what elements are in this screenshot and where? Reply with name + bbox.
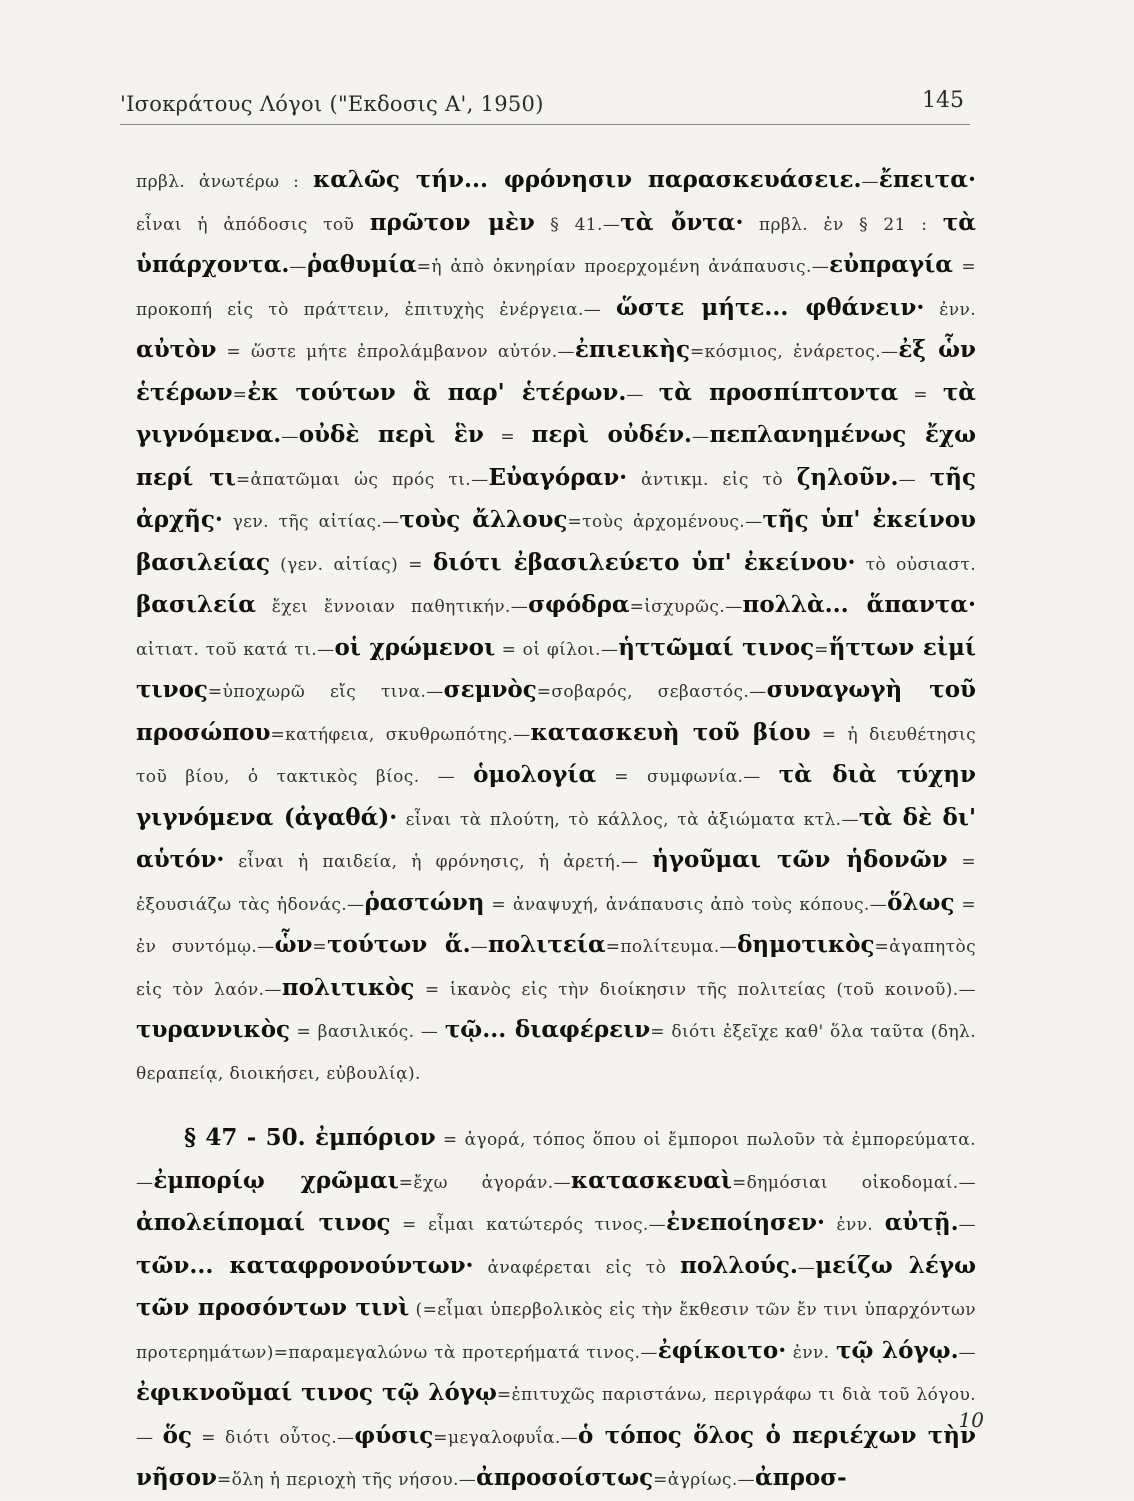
running-head [120, 88, 970, 122]
gloss: — [861, 172, 879, 192]
lemma: πολιτικὸς [281, 973, 415, 1001]
gloss: ἀντικμ. εἰς τὸ [627, 469, 797, 490]
lemma: αὐτὸν [136, 336, 217, 363]
gloss: = διότι ἐξεῖχε καθ' ὅλα ταῦτα (δηλ. θεραπείᾳ, διοικήσει, εὐβουλίᾳ). [136, 1022, 977, 1084]
lemma: πεπλανημένως ἔχω περί τι [136, 421, 976, 491]
commentary-paragraph-1 [136, 160, 976, 1094]
lemma: ὁμολογία [473, 761, 597, 788]
gloss: αἰτιατ. τοῦ κατά τι.— [136, 639, 335, 660]
gloss: εἶναι τὰ πλούτη, τὸ κάλλος, τὰ ἀξιώματα κτλ.— [397, 809, 859, 830]
gloss: =ἡ ἀπὸ ὀκνηρίαν προερχομένη ἀνάπαυσις.— [416, 257, 830, 277]
gloss: πρβλ. ἐν § 21 : [743, 214, 943, 235]
gloss: ἐνν. [824, 1215, 885, 1235]
gloss: = διότι οὗτος.— [191, 1427, 355, 1448]
page-number: 145 [922, 88, 964, 113]
gloss: — [692, 427, 710, 447]
gloss: — [626, 384, 659, 405]
gloss: — [289, 257, 307, 277]
lemma: ὅς [162, 1421, 192, 1449]
lemma: τῆς ἀρχῆς· [136, 463, 976, 533]
gloss: — [958, 1342, 976, 1363]
lemma: περὶ οὐδέν. [531, 421, 693, 448]
lemma: τὰ γιγνόμενα. [136, 378, 976, 448]
lemma: κατασκευαὶ [570, 1166, 733, 1194]
gloss: = ἀγορά, τόπος ὅπου οἱ ἔμποροι πωλοῦν τὰ ἐμπορεύματα.— [136, 1130, 976, 1193]
lemma: ὁ τόπος ὅλος ὁ περιέχων τὴν νῆσον [136, 1421, 976, 1491]
lemma: σεμνὸς [443, 676, 537, 703]
lemma: ἀπολείπομαί τινος [136, 1209, 391, 1236]
gloss: = ὥστε μήτε ἐπρολάμβανον αὐτόν.— [216, 342, 575, 362]
gloss: — [958, 1215, 976, 1235]
lemma: τὰ διὰ τύχην γιγνόμενα (ἀγαθά)· [136, 761, 976, 831]
gloss: = εἶμαι κατώτερός τινος.— [390, 1215, 667, 1235]
gloss: = [312, 937, 328, 957]
lemma: Εὐαγόραν· [488, 463, 628, 491]
lemma: εὐπραγία [829, 251, 953, 278]
gloss: = [898, 384, 943, 405]
gloss: (γεν. αἰτίας) = [270, 554, 433, 575]
lemma: πρῶτον μὲν [369, 208, 535, 236]
gloss: =ἀπατῶμαι ὡς πρός τι.— [235, 469, 489, 490]
commentary-text [136, 160, 976, 1501]
lemma: ῥαστώνη [364, 888, 485, 916]
lemma: τὰ προσπίπτοντα [658, 378, 899, 406]
gloss: =ὑποχωρῶ εἴς τινα.— [207, 682, 444, 702]
lemma: καλῶς τήν... φρόνησιν παρασκευάσειε. [312, 166, 862, 193]
gloss: =ἰσχυρῶς.— [629, 597, 743, 617]
lemma: § 47 - 50. ἐμπόριον [184, 1124, 436, 1151]
lemma: ἀπροσ- [755, 1464, 847, 1491]
header-rule [120, 124, 970, 125]
gloss: γεν. τῆς αἰτίας.— [222, 512, 400, 532]
lemma: ἡττῶμαί τινος [618, 633, 815, 661]
lemma: βασιλεία [136, 591, 256, 618]
lemma: αὐτῇ. [884, 1209, 959, 1236]
gloss: = ἀναψυχή, ἀνάπαυσις ἀπὸ τοὺς κόπους.— [484, 894, 888, 915]
lemma: τοὺς ἄλλους [399, 506, 568, 533]
lemma: κατασκευὴ τοῦ βίου [530, 718, 811, 746]
lemma: τυραννικὸς [136, 1016, 291, 1043]
gloss: § 41.— [534, 214, 621, 235]
lemma: ἐμπορίῳ χρῶμαι [153, 1166, 399, 1194]
lemma: ὅλως [887, 888, 955, 916]
gloss: = συμφωνία.— [596, 767, 779, 787]
lemma: μείζω λέγω τῶν προσόντων τινὶ [136, 1251, 976, 1321]
gloss: ἀναφέρεται εἰς τὸ [473, 1257, 681, 1278]
gloss: = ἐξουσιάζω τὰς ἡδονάς.— [136, 852, 976, 915]
gloss: =κόσμιος, ἐνάρετος.— [689, 342, 899, 362]
lemma: ἡγοῦμαι τῶν ἡδονῶν [652, 846, 948, 873]
gloss: =ὅλη ἡ περιοχὴ τῆς νήσου.— [216, 1470, 477, 1490]
gloss: =ἀγαπητὸς εἰς τὸν λαόν.— [136, 937, 976, 1000]
gloss: =δημόσιαι οἰκοδομαί.— [732, 1172, 976, 1193]
gloss: =μεγαλοφυΐα.— [433, 1427, 579, 1448]
lemma: τῷ λόγῳ. [835, 1336, 959, 1364]
gloss: — [470, 937, 488, 957]
lemma: τὰ ὑπάρχοντα. [136, 208, 976, 278]
lemma: ὥστε μήτε... φθάνειν· [616, 293, 925, 321]
lemma: ἐκ τούτων ἃ παρ' ἑτέρων. [247, 378, 627, 406]
gloss: — [797, 1257, 816, 1278]
lemma: ἐφίκοιτο· [657, 1336, 787, 1364]
lemma: ἔπειτα· [878, 166, 976, 193]
gloss: — [898, 469, 930, 490]
lemma: τῷ... διαφέρειν [444, 1016, 651, 1043]
gloss: ἐνν. [924, 299, 976, 320]
lemma: τὰ ὄντα· [620, 208, 744, 236]
gloss: τὸ οὐσιαστ. [855, 554, 977, 575]
gloss: — [281, 427, 299, 447]
lemma: πολλούς. [680, 1251, 798, 1279]
gloss: =κατήφεια, σκυθρωπότης.— [270, 724, 531, 745]
gloss: =σοβαρός, σεβαστός.— [536, 682, 767, 702]
gloss: εἶναι ἡ ἀπόδοσις τοῦ [136, 214, 370, 235]
running-head-title: 'Ισοκράτους Λόγοι ("Εκδοσις Α', 1950) [120, 92, 544, 116]
gloss: (=εἶμαι ὑπερβολικὸς εἰς τὴν ἔκθεσιν τῶν ἔν τινι ὑπαρχόντων προτερημάτων)=παραμεγαλώνω τὰ προτερήματά τινος.— [136, 1300, 976, 1363]
gloss: =τοὺς ἀρχομένους.— [567, 512, 763, 532]
lemma: ἐφικνοῦμαί τινος τῷ λόγῳ [136, 1379, 497, 1406]
gloss: εἶναι ἡ παιδεία, ἡ φρόνησις, ἡ ἀρετή.— [224, 852, 653, 872]
lemma: ῥαθυμία [306, 251, 417, 278]
lemma: τὰ δὲ δι' αὑτόν· [136, 803, 977, 873]
lemma: τῆς ὑπ' ἐκείνου βασιλείας [136, 506, 976, 576]
gloss: = ἱκανὸς εἰς τὴν διοίκησιν τῆς πολιτείας (τοῦ κοινοῦ).— [414, 979, 977, 1000]
gloss: = βασιλικός. — [290, 1022, 445, 1042]
gloss: ἔχει ἔννοιαν παθητικήν.— [256, 597, 529, 617]
gloss: = [814, 639, 829, 660]
lemma: δημοτικὸς [737, 931, 875, 958]
signature-mark: 10 [958, 1408, 984, 1432]
lemma: φύσις [354, 1421, 434, 1449]
gloss: =ἀγρίως.— [653, 1470, 756, 1490]
lemma: ἐπιεικὴς [574, 336, 690, 363]
lemma: οἱ χρώμενοι [334, 633, 496, 661]
lemma: σφόδρα [528, 591, 630, 618]
lemma: ζηλοῦν. [796, 463, 899, 491]
lemma: πολιτεία [487, 931, 606, 958]
lemma: ὧν [274, 931, 313, 958]
lemma: ἀπροσοίστως [476, 1464, 654, 1491]
gloss: = ἐν συντόμῳ.— [136, 894, 977, 957]
gloss: = οἱ φίλοι.— [495, 639, 619, 660]
gloss: = [232, 384, 248, 405]
gloss: πρβλ. ἀνωτέρω : [136, 172, 313, 192]
lemma: συναγωγὴ τοῦ προσώπου [136, 676, 976, 746]
gloss: = [483, 427, 532, 447]
lemma: οὐδὲ περὶ ἓν [298, 421, 484, 448]
commentary-paragraph-section-47-50 [136, 1118, 976, 1501]
gloss: =ἐπιτυχῶς παριστάνω, περιγράφω τι διὰ τοῦ λόγου.— [136, 1385, 977, 1448]
lemma: πολλὰ... ἅπαντα· [742, 591, 977, 618]
gloss: = ἡ διευθέτησις τοῦ βίου, ὁ τακτικὸς βίος. — [136, 724, 976, 787]
gloss: =πολίτευμα.— [605, 937, 738, 957]
lemma: τούτων ἅ. [327, 931, 471, 958]
lemma: ἐνεποίησεν· [666, 1209, 825, 1236]
lemma: ἥττων εἰμί τινος [136, 633, 976, 703]
lemma: τῶν... καταφρονούντων· [136, 1251, 474, 1279]
lemma: ἐξ ὧν ἑτέρων [136, 336, 976, 406]
gloss: =ἔχω ἀγοράν.— [398, 1172, 571, 1193]
gloss: = προκοπή εἰς τὸ πράττειν, ἐπιτυχὴς ἐνέργεια.— [136, 257, 976, 320]
lemma: διότι ἐβασιλεύετο ὑπ' ἐκείνου· [432, 548, 856, 576]
gloss: ἐνν. [786, 1342, 836, 1363]
